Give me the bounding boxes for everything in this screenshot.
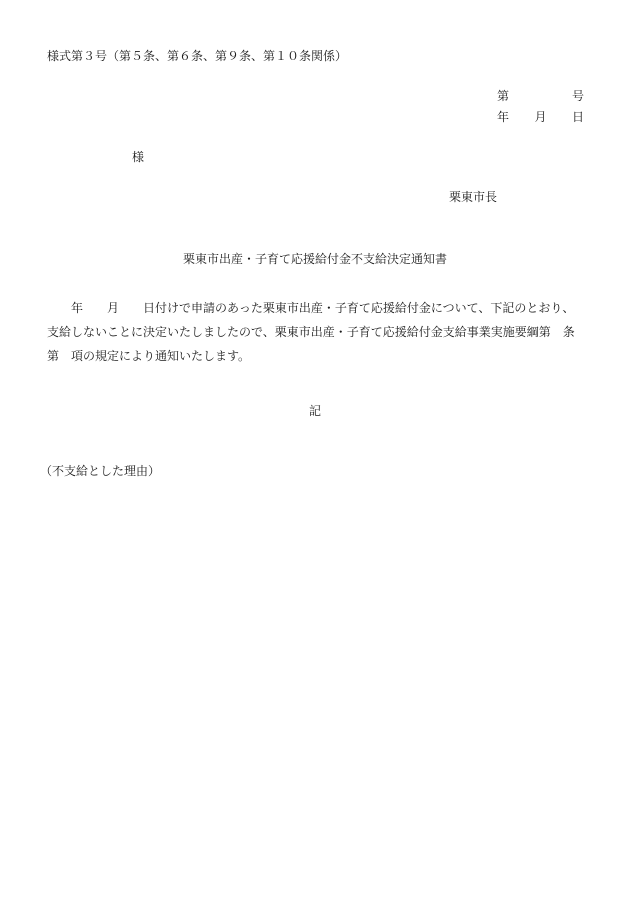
- body-line: 第 項の規定により通知いたします。: [47, 349, 251, 363]
- body-text: [47, 296, 587, 368]
- ki-heading: 記: [308, 404, 321, 418]
- body-line: 年 月 日付けで申請のあった栗東市出産・子育て応援給付金について、下記のとおり、: [47, 301, 575, 315]
- document-number: [497, 89, 584, 103]
- reason-label: （不支給とした理由）: [40, 464, 161, 478]
- date-day: 日: [571, 110, 584, 124]
- recipient: 様: [132, 150, 145, 164]
- form-number: 様式第３号（第５条、第６条、第９条、第１０条関係）: [47, 49, 348, 63]
- document-number-suffix: 号: [571, 89, 584, 103]
- body-line: 支給しないことに決定いたしましたので、栗東市出産・子育て応援給付金支給事業実施要綱第 条: [47, 325, 575, 339]
- document-title: 栗東市出産・子育て応援給付金不支給決定通知書: [182, 252, 447, 266]
- document-number-prefix: 第: [497, 89, 510, 103]
- sender: 栗東市長: [449, 190, 498, 204]
- issue-date: [497, 110, 584, 124]
- date-month: 月: [534, 110, 547, 124]
- date-year: 年: [497, 110, 510, 124]
